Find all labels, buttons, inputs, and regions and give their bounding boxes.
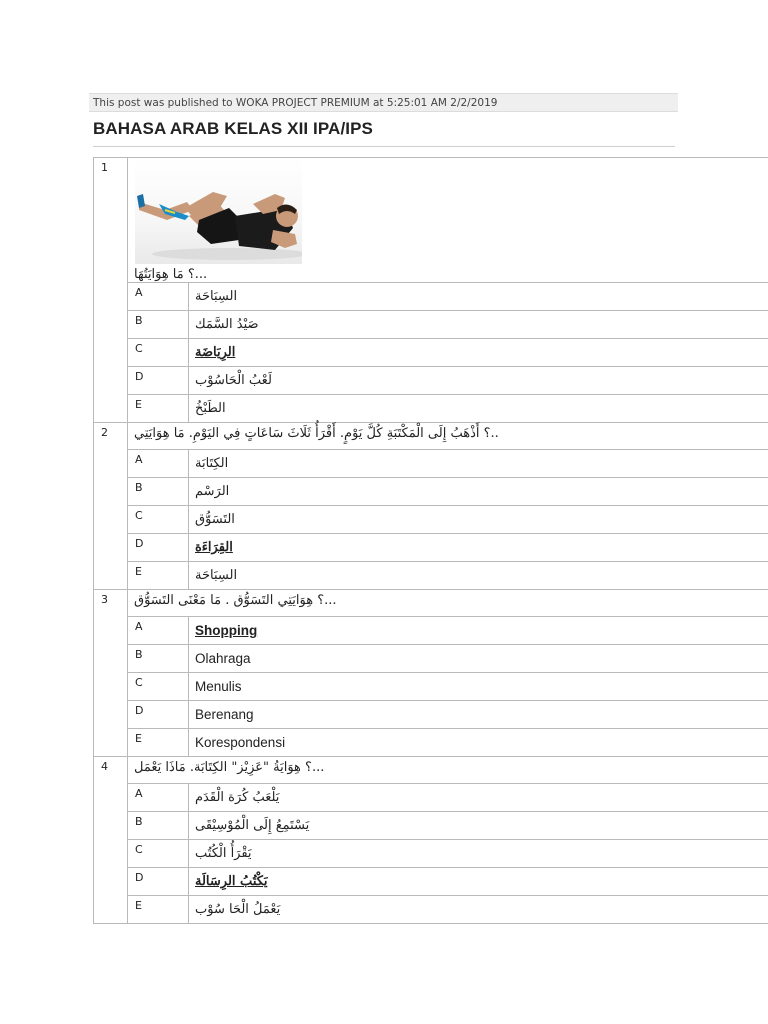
option-letter: E: [128, 562, 189, 590]
option-letter: E: [128, 729, 189, 757]
option-label: السِبَاحَة: [195, 568, 238, 583]
option-letter: E: [128, 395, 189, 423]
option-text: [189, 673, 768, 701]
answer-option-row: [94, 506, 768, 534]
option-label: التَسَوُّق: [195, 512, 235, 527]
question-cell: [128, 757, 768, 784]
option-label: السِبَاحَة: [195, 289, 238, 304]
option-label: يَسْتَمِعُ إِلَى الْمُوْسِيْقَى: [195, 818, 310, 833]
option-letter: B: [128, 645, 189, 673]
option-letter: E: [128, 896, 189, 924]
answer-option-row: [94, 367, 768, 395]
answer-option-row: [94, 868, 768, 896]
option-label: القِرَاءَة: [195, 540, 233, 555]
option-text: [189, 840, 768, 868]
question-number: 4: [94, 757, 128, 924]
question-cell: [128, 158, 768, 283]
option-label: الرِيَاضَة: [195, 345, 236, 360]
option-letter: C: [128, 506, 189, 534]
option-label: يَعْمَلُ الْحَا سُوْب: [195, 902, 281, 917]
document-title: BAHASA ARAB KELAS XII IPA/IPS: [93, 119, 373, 138]
option-letter: D: [128, 367, 189, 395]
answer-option-row: [94, 534, 768, 562]
question-cell: [128, 590, 768, 617]
option-label: لَعْبُ الْحَاسُوْب: [195, 373, 272, 388]
option-text: [189, 784, 768, 812]
option-label: Olahraga: [195, 651, 251, 666]
answer-option-row: [94, 812, 768, 840]
question-row: [94, 590, 768, 617]
answer-option-row: [94, 478, 768, 506]
answer-option-row: [94, 395, 768, 423]
man-doing-crunches-photo: [135, 158, 302, 264]
option-letter: A: [128, 450, 189, 478]
question-text: ؟ مَا هِوَايَتُهَا...: [134, 267, 208, 282]
option-letter: A: [128, 283, 189, 311]
option-label: يَكْتُبُ الرِسَالَة: [195, 874, 268, 889]
option-label: Berenang: [195, 707, 254, 722]
answer-option-row: [94, 311, 768, 339]
option-label: صَيْدُ السَّمَك: [195, 317, 259, 332]
answer-option-row: [94, 729, 768, 757]
answer-option-row: [94, 701, 768, 729]
question-number: 1: [94, 158, 128, 423]
option-letter: A: [128, 617, 189, 645]
question-row: [94, 423, 768, 450]
option-text: [189, 812, 768, 840]
answer-option-row: [94, 617, 768, 645]
option-letter: B: [128, 812, 189, 840]
option-label: يَقْرَأُ الْكُتُب: [195, 846, 252, 861]
option-text: [189, 645, 768, 673]
answer-option-row: [94, 339, 768, 367]
question-row: [94, 158, 768, 283]
correct-answer-text: [189, 868, 768, 896]
answer-option-row: [94, 840, 768, 868]
answer-option-row: [94, 645, 768, 673]
option-letter: C: [128, 840, 189, 868]
option-text: [189, 562, 768, 590]
option-text: [189, 311, 768, 339]
option-label: الطَبْخُ: [195, 401, 226, 416]
option-text: [189, 506, 768, 534]
option-text: [189, 450, 768, 478]
option-text: [189, 701, 768, 729]
option-letter: C: [128, 673, 189, 701]
option-letter: D: [128, 868, 189, 896]
option-label: الرَسْم: [195, 484, 230, 499]
quiz-table: [93, 157, 768, 924]
option-label: الكِتَابَة: [195, 456, 229, 471]
question-text: ؟ هِوَايَةُ "عَزِيْز" الكِتَابَة. مَاذَا يَعْمَل...: [134, 760, 325, 775]
option-text: [189, 478, 768, 506]
correct-answer-text: [189, 339, 768, 367]
question-row: [94, 757, 768, 784]
answer-option-row: [94, 562, 768, 590]
option-letter: A: [128, 784, 189, 812]
option-label: Shopping: [195, 623, 258, 638]
correct-answer-text: [189, 534, 768, 562]
option-letter: D: [128, 534, 189, 562]
title-divider: [93, 146, 675, 147]
question-cell: [128, 423, 768, 450]
option-label: Menulis: [195, 679, 242, 694]
answer-option-row: [94, 450, 768, 478]
option-letter: D: [128, 701, 189, 729]
option-text: [189, 283, 768, 311]
post-published-banner: This post was published to WOKA PROJECT PREMIUM at 5:25:01 AM 2/2/2019: [89, 93, 678, 112]
option-text: [189, 729, 768, 757]
option-label: Korespondensi: [195, 735, 286, 750]
question-text: ؟ أَذْهَبُ إِلَى الْمَكْتَبَةِ كُلَّ يَوْمٍ. أَقْرَأُ ثَلَاثَ سَاعَاتٍ فِي اليَوْمِ. مَا هِوَايَتِي..: [134, 426, 499, 441]
answer-option-row: [94, 896, 768, 924]
answer-option-row: [94, 673, 768, 701]
option-letter: B: [128, 311, 189, 339]
option-text: [189, 395, 768, 423]
question-number: 3: [94, 590, 128, 757]
option-letter: B: [128, 478, 189, 506]
option-text: [189, 896, 768, 924]
option-label: يَلْعَبُ كُرَة الْقَدَم: [195, 790, 280, 805]
question-text: ؟ هِوَايَتِي التَسَوُّق . مَا مَعْنَى التَسَوُّق...: [134, 593, 337, 608]
option-letter: C: [128, 339, 189, 367]
question-number: 2: [94, 423, 128, 590]
correct-answer-text: [189, 617, 768, 645]
answer-option-row: [94, 283, 768, 311]
answer-option-row: [94, 784, 768, 812]
option-text: [189, 367, 768, 395]
